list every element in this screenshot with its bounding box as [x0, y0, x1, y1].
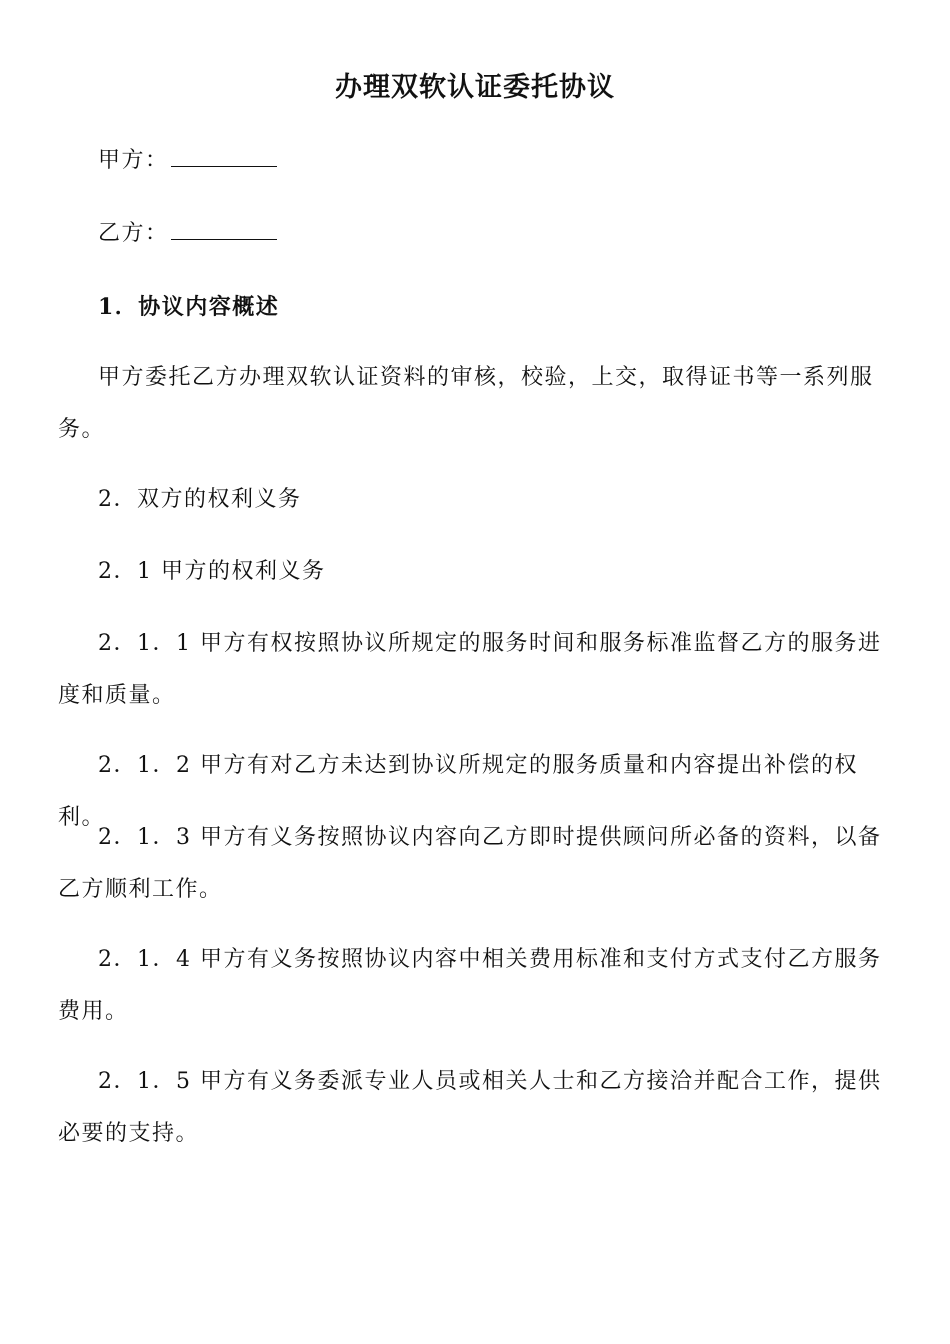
party-a-label: 甲方：: [98, 148, 169, 173]
party-a-blank: [171, 144, 277, 167]
clause-2-1-2: 2．1．2 甲方有对乙方未达到协议所规定的服务质量和内容提出补偿的权利。: [58, 753, 858, 830]
clause-2-1-3: 2．1．3 甲方有义务按照协议内容向乙方即时提供顾问所必备的资料，以备乙方顺利工作。: [58, 825, 882, 902]
document-title: 办理双软认证委托协议: [335, 72, 615, 103]
party-a-line: [58, 135, 892, 187]
section-1-paragraph: 甲方委托乙方办理双软认证资料的审核，校验，上交，取得证书等一系列服务。: [58, 365, 874, 442]
section-2-1-heading: 2．1 甲方的权利义务: [98, 559, 326, 584]
clause-2-1-5: 2．1．5 甲方有义务委派专业人员或相关人士和乙方接洽并配合工作，提供必要的支持。: [58, 1069, 882, 1146]
section-1-heading: 1．协议内容概述: [98, 294, 280, 320]
clause-2-1-4: 2．1．4 甲方有义务按照协议内容中相关费用标准和支付方式支付乙方服务费用。: [58, 947, 882, 1024]
clause-2-1-1: 2．1．1 甲方有权按照协议所规定的服务时间和服务标准监督乙方的服务进度和质量。: [58, 631, 882, 708]
section-2-heading: 2．双方的权利义务: [98, 487, 302, 512]
party-b-label: 乙方：: [98, 221, 169, 246]
party-b-line: [58, 208, 892, 260]
party-b-blank: [171, 217, 277, 240]
